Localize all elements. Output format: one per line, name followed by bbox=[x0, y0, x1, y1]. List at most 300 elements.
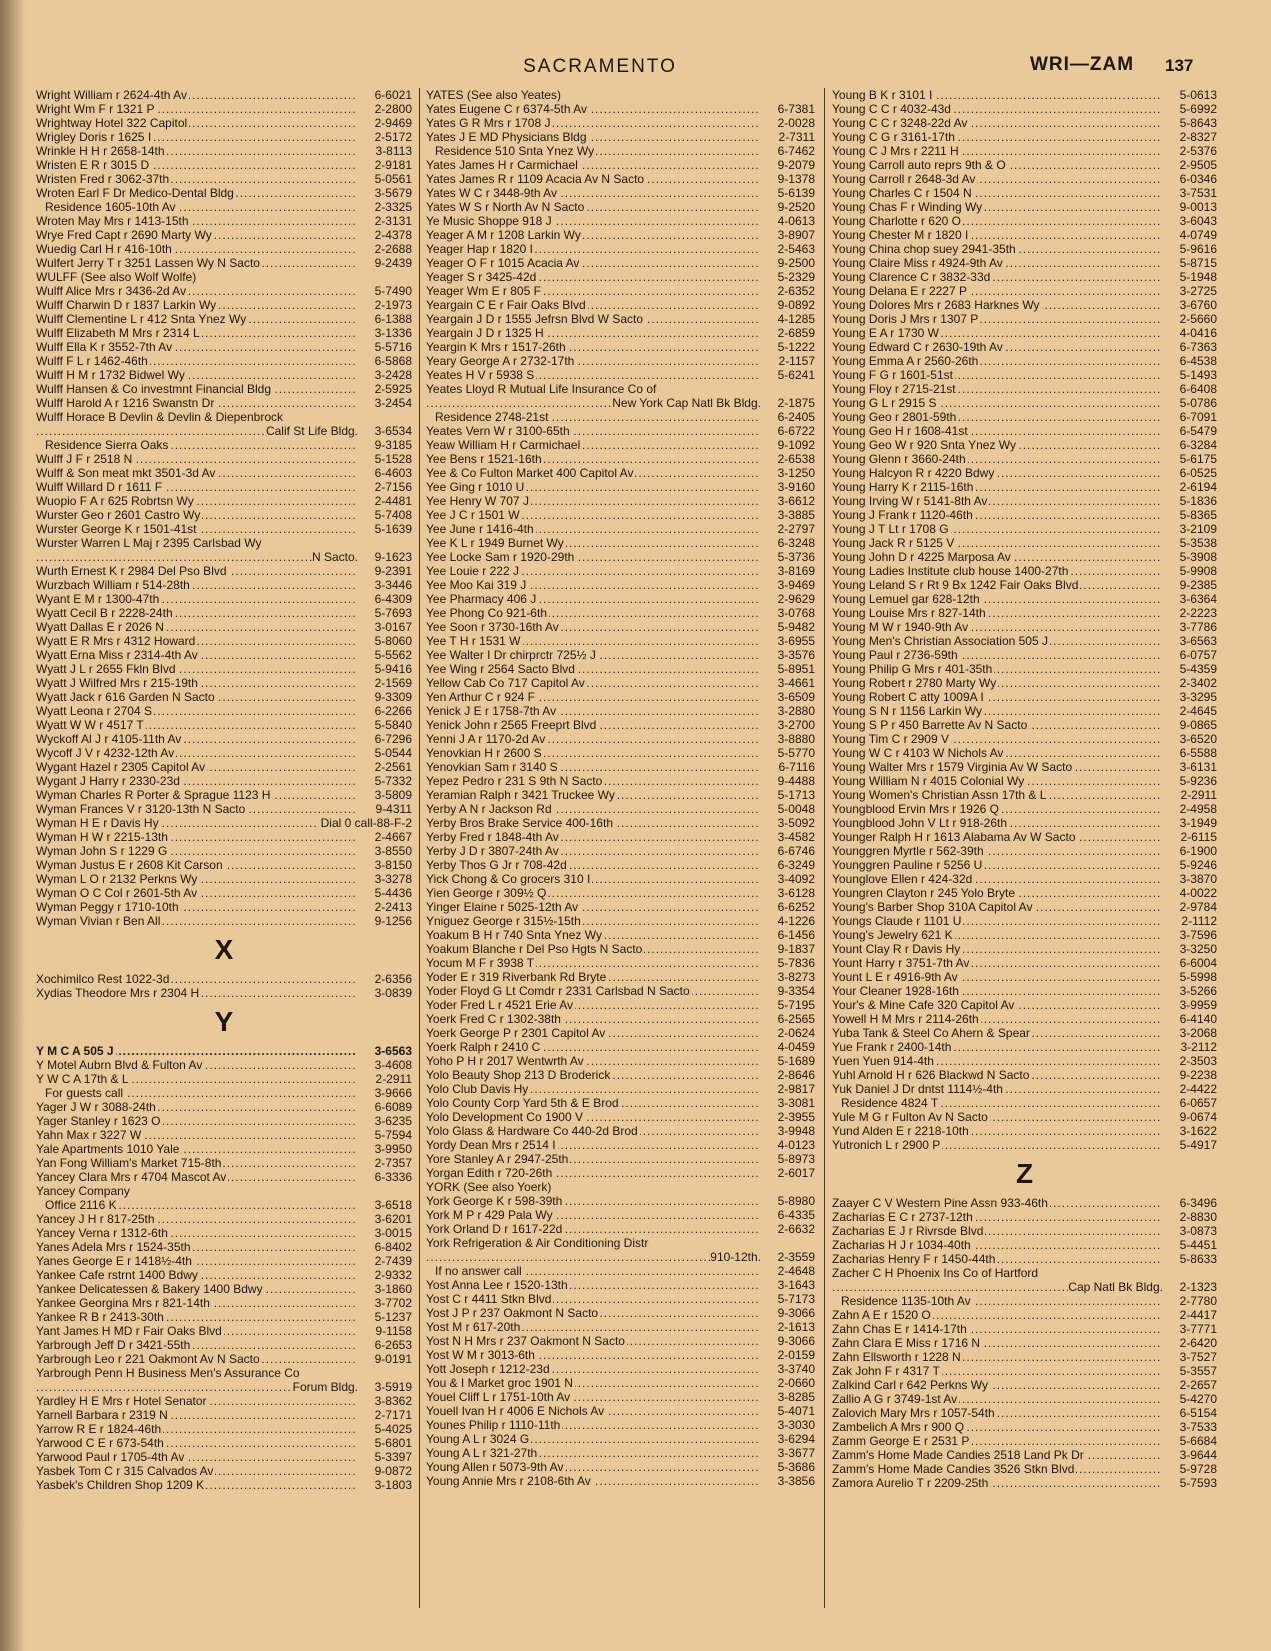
listing-name: Young Robert r 2780 Marty Wy bbox=[832, 676, 997, 690]
phone-number: 3-9959 bbox=[1179, 998, 1217, 1012]
listing-entry bbox=[832, 1196, 1217, 1210]
phone-number: 2-1157 bbox=[778, 354, 815, 368]
phone-number: 9-1158 bbox=[375, 1324, 412, 1338]
listing-name: Yule M G r Fulton Av N Sacto bbox=[832, 1110, 988, 1124]
phone-number: 2-4481 bbox=[374, 494, 412, 508]
listing-name: Young Annie Mrs r 2108-6th Av bbox=[426, 1474, 591, 1488]
phone-number: 9-3309 bbox=[374, 690, 412, 704]
phone-number: 2-3955 bbox=[777, 1110, 815, 1124]
listing-entry bbox=[832, 158, 1217, 172]
listing-entry bbox=[832, 1294, 1217, 1308]
phone-number: 2-5376 bbox=[1179, 144, 1217, 158]
listing-name: York George K r 598-39th bbox=[426, 1194, 563, 1208]
phone-number: 3-1949 bbox=[1179, 816, 1217, 830]
listing-entry bbox=[426, 676, 815, 690]
listing-entry bbox=[36, 340, 412, 354]
phone-number: 5-7195 bbox=[777, 998, 815, 1012]
phone-number: 6-6722 bbox=[777, 424, 815, 438]
listing-name: Wyman O C Col r 2601-5th Av bbox=[36, 886, 198, 900]
phone-number: 2-2561 bbox=[374, 760, 412, 774]
listing-name: Wygant Hazel r 2305 Capitol Av bbox=[36, 760, 206, 774]
listing-name: Forum Bldg. bbox=[293, 1380, 362, 1394]
listing-name: Wyatt J L r 2655 Fkln Blvd bbox=[36, 662, 176, 676]
listing-entry bbox=[36, 1366, 412, 1380]
listing-name: Yost J P r 237 Oakmont N Sacto bbox=[426, 1306, 599, 1320]
listing-entry bbox=[426, 746, 815, 760]
listing-name: Youngs Claude r 1101 U bbox=[832, 914, 962, 928]
listing-name: Yancey J H r 817-25th bbox=[36, 1212, 155, 1226]
listing-name: Yoakum Blanche r Del Pso Hgts N Sacto bbox=[426, 942, 643, 956]
listing-entry bbox=[426, 718, 815, 732]
listing-entry bbox=[36, 1184, 412, 1198]
listing-name: Younglove Ellen r 424-32d bbox=[832, 872, 973, 886]
phone-number: 5-1836 bbox=[1179, 494, 1217, 508]
listing-entry bbox=[832, 1012, 1217, 1026]
phone-number: 9-2079 bbox=[777, 158, 815, 172]
listing-entry bbox=[832, 214, 1217, 228]
phone-number: 2-7156 bbox=[374, 480, 412, 494]
listing-name: Ye Music Shoppe 918 J bbox=[426, 214, 552, 228]
listing-entry bbox=[832, 886, 1217, 900]
listing-name: Yund Alden E r 2218-10th bbox=[832, 1124, 969, 1138]
listing-entry bbox=[36, 186, 412, 200]
phone-number: 6-6408 bbox=[1179, 382, 1217, 396]
phone-number: 3-5809 bbox=[374, 788, 412, 802]
listing-entry bbox=[426, 550, 815, 564]
listing-name: Yost N H Mrs r 237 Oakmont N Sacto bbox=[426, 1334, 625, 1348]
listing-name: Office 2116 K bbox=[36, 1198, 119, 1212]
listing-name: Yerby Fred r 1848-4th Av bbox=[426, 830, 559, 844]
listing-name: Zallio A G r 3749-1st Av bbox=[832, 1392, 958, 1406]
page-binding-shadow bbox=[0, 0, 26, 1651]
phone-number: 3-2725 bbox=[1179, 284, 1217, 298]
listing-entry bbox=[832, 1448, 1217, 1462]
listing-entry bbox=[36, 1226, 412, 1240]
listing-entry bbox=[426, 662, 815, 676]
listing-entry bbox=[36, 634, 412, 648]
phone-number: 3-1803 bbox=[374, 1478, 412, 1492]
phone-number: 4-1226 bbox=[777, 914, 815, 928]
phone-number: 2-0660 bbox=[777, 1376, 815, 1390]
listing-entry bbox=[36, 298, 412, 312]
phone-number: 2-9332 bbox=[374, 1268, 412, 1282]
phone-number: 5-6992 bbox=[1179, 102, 1217, 116]
listing-entry bbox=[426, 228, 815, 242]
listing-entry bbox=[36, 130, 412, 144]
listing-name: Young Chas F r Winding Wy bbox=[832, 200, 983, 214]
phone-number: 6-0346 bbox=[1179, 172, 1217, 186]
phone-number: 3-0015 bbox=[374, 1226, 412, 1240]
listing-name: Youngren Clayton r 245 Yolo Bryte bbox=[832, 886, 1016, 900]
listing-entry bbox=[36, 1436, 412, 1450]
listing-entry bbox=[36, 802, 412, 816]
listing-entry bbox=[36, 536, 412, 550]
phone-number: 3-6043 bbox=[1179, 214, 1217, 228]
listing-name: Yankee Georgina Mrs r 821-14th bbox=[36, 1296, 210, 1310]
listing-name: Younggren Myrtle r 562-39th bbox=[832, 844, 984, 858]
phone-number: 3-0839 bbox=[374, 986, 412, 1000]
listing-entry bbox=[36, 1352, 412, 1366]
phone-number: 9-2391 bbox=[374, 564, 412, 578]
listing-name: Wyatt Jack r 616 Garden N Sacto bbox=[36, 690, 215, 704]
listing-entry bbox=[426, 312, 815, 326]
listing-name: Wuedig Carl H r 416-10th bbox=[36, 242, 172, 256]
listing-entry bbox=[832, 704, 1217, 718]
listing-name: 910-12th. bbox=[710, 1250, 765, 1264]
phone-number: 5-9908 bbox=[1179, 564, 1217, 578]
phone-number: 3-7702 bbox=[374, 1296, 412, 1310]
listing-entry bbox=[832, 1138, 1217, 1152]
listing-name: Young China chop suey 2941-35th bbox=[832, 242, 1016, 256]
listing-entry bbox=[36, 116, 412, 130]
listing-entry bbox=[832, 900, 1217, 914]
listing-entry bbox=[426, 802, 815, 816]
listing-entry bbox=[832, 116, 1217, 130]
phone-number: 5-8980 bbox=[777, 1194, 815, 1208]
listing-name: York Orland D r 1617-22d bbox=[426, 1222, 563, 1236]
phone-number: 9-0674 bbox=[1179, 1110, 1217, 1124]
listing-name: Young S P r 450 Barrette Av N Sacto bbox=[832, 718, 1028, 732]
listing-entry bbox=[36, 550, 412, 564]
listing-entry bbox=[832, 928, 1217, 942]
listing-name: WULFF (See also Wolf Wolfe) bbox=[36, 270, 197, 284]
listing-entry bbox=[36, 620, 412, 634]
listing-name: Yordy Dean Mrs r 2514 I bbox=[426, 1138, 556, 1152]
listing-entry bbox=[426, 886, 815, 900]
phone-number: 2-1875 bbox=[777, 396, 815, 410]
listing-name: Young Geo r 2801-59th bbox=[832, 410, 957, 424]
listing-entry bbox=[832, 592, 1217, 606]
listing-name: Yee Wing r 2564 Sacto Blvd bbox=[426, 662, 575, 676]
listing-name: Zacharias H J r 1034-40th bbox=[832, 1238, 971, 1252]
listing-name: Wulff Alice Mrs r 3436-2d Av bbox=[36, 284, 187, 298]
phone-number: 3-2068 bbox=[1179, 1026, 1217, 1040]
listing-entry bbox=[832, 1336, 1217, 1350]
listing-entry bbox=[36, 1198, 412, 1212]
listing-entry bbox=[832, 1378, 1217, 1392]
listing-entry bbox=[832, 382, 1217, 396]
listing-entry bbox=[36, 648, 412, 662]
listing-entry bbox=[36, 718, 412, 732]
phone-number: 5-8633 bbox=[1179, 1252, 1217, 1266]
listing-name: Young C C r 3248-22d Av bbox=[832, 116, 968, 130]
listing-name: Yount L E r 4916-9th Av bbox=[832, 970, 958, 984]
city-title: SACRAMENTO bbox=[523, 56, 677, 77]
listing-entry bbox=[832, 242, 1217, 256]
listing-name: Yeates Vern W r 3100-65th bbox=[426, 424, 570, 438]
phone-number: 2-5463 bbox=[777, 242, 815, 256]
listing-name: Wulfert Jerry T r 3251 Lassen Wy N Sacto bbox=[36, 256, 260, 270]
phone-number: 9-3066 bbox=[777, 1334, 815, 1348]
phone-number: 5-7490 bbox=[374, 284, 412, 298]
listing-name: YATES (See also Yeates) bbox=[426, 88, 561, 102]
listing-name: Young J Frank r 1120-46th bbox=[832, 508, 973, 522]
listing-name: Wyman Vivian r Ben All bbox=[36, 914, 161, 928]
listing-entry bbox=[426, 1264, 815, 1278]
listing-name: Yee T H r 1531 W bbox=[426, 634, 521, 648]
listing-entry bbox=[832, 1476, 1217, 1490]
listing-entry bbox=[832, 830, 1217, 844]
listing-name: Young Men's Christian Association 505 J bbox=[832, 634, 1048, 648]
phone-number: 3-8550 bbox=[374, 844, 412, 858]
listing-name: Yoho P H r 2017 Wentwrth Av bbox=[426, 1054, 584, 1068]
listing-name: Young's Jewelry 621 K bbox=[832, 928, 953, 942]
listing-name: Yoerk Fred C r 1302-38th bbox=[426, 1012, 561, 1026]
phone-number: 3-5266 bbox=[1179, 984, 1217, 998]
listing-name: Wyatt Dallas E r 2026 N bbox=[36, 620, 164, 634]
phone-number: 6-4140 bbox=[1179, 1012, 1217, 1026]
listing-name: Young Geo W r 920 Snta Ynez Wy bbox=[832, 438, 1017, 452]
listing-name: Zahn Ellsworth r 1228 N bbox=[832, 1350, 961, 1364]
phone-number: 5-5716 bbox=[374, 340, 412, 354]
listing-entry bbox=[36, 368, 412, 382]
phone-number: 5-3538 bbox=[1179, 536, 1217, 550]
phone-number: 2-4378 bbox=[374, 228, 412, 242]
listing-name: Yost M r 617-20th bbox=[426, 1320, 521, 1334]
listing-name: For guests call bbox=[36, 1086, 125, 1100]
listing-name: Zamm's Home Made Candies 2518 Land Pk Dr bbox=[832, 1448, 1084, 1462]
listing-entry bbox=[832, 844, 1217, 858]
listing-name: Yoder Fred L r 4521 Erie Av bbox=[426, 998, 573, 1012]
listing-name: Wroten Earl F Dr Medico-Dental Bldg bbox=[36, 186, 234, 200]
listing-name: Young J T Lt r 1708 G bbox=[832, 522, 949, 536]
listing-name: Yeager Wm E r 805 F bbox=[426, 284, 541, 298]
phone-number: 3-0873 bbox=[1179, 1224, 1217, 1238]
listing-name: Young A L r 3024 G bbox=[426, 1432, 530, 1446]
listing-name: Yuba Tank & Steel Co Ahern & Spear bbox=[832, 1026, 1030, 1040]
listing-name: Yankee R B r 2413-30th bbox=[36, 1310, 164, 1324]
phone-number: 3-8362 bbox=[374, 1394, 412, 1408]
listing-entry bbox=[36, 1212, 412, 1226]
listing-name: Yuen Yuen 914-4th bbox=[832, 1054, 934, 1068]
listing-entry bbox=[36, 732, 412, 746]
phone-number: 5-1493 bbox=[1179, 368, 1217, 382]
listing-entry bbox=[832, 186, 1217, 200]
listing-entry bbox=[426, 494, 815, 508]
listing-name: Yager Stanley r 1623 O bbox=[36, 1114, 161, 1128]
listing-entry bbox=[36, 494, 412, 508]
listing-entry bbox=[426, 536, 815, 550]
listing-entry bbox=[36, 704, 412, 718]
listing-entry bbox=[426, 452, 815, 466]
listing-name: Wyatt J Wilfred Mrs r 215-19th bbox=[36, 676, 198, 690]
listing-entry bbox=[426, 900, 815, 914]
phone-number: 5-0561 bbox=[374, 172, 412, 186]
phone-number: 3-9160 bbox=[777, 480, 815, 494]
phone-number: 5-6801 bbox=[374, 1436, 412, 1450]
listing-name: Yeaw William H r Carmichael bbox=[426, 438, 581, 452]
listing-entry bbox=[426, 928, 815, 942]
listing-entry bbox=[426, 284, 815, 298]
listing-entry bbox=[36, 1086, 412, 1100]
listing-name: Yarbrough Penn H Business Men's Assurance Co bbox=[36, 1366, 300, 1380]
listing-entry bbox=[426, 382, 815, 396]
phone-number: 2-4417 bbox=[1179, 1308, 1217, 1322]
listing-name: Residence Sierra Oaks bbox=[36, 438, 170, 452]
listing-entry bbox=[36, 508, 412, 522]
phone-number: 3-4092 bbox=[777, 872, 815, 886]
listing-name: Yee J C r 1501 W bbox=[426, 508, 520, 522]
phone-number: 2-6538 bbox=[777, 452, 815, 466]
listing-name: Young Delana E r 2227 P bbox=[832, 284, 967, 298]
listing-name: Yenovkian H r 2600 S bbox=[426, 746, 542, 760]
listing-name: Yerby Bros Brake Service 400-16th bbox=[426, 816, 613, 830]
listing-entry bbox=[832, 1322, 1217, 1336]
listing-name: Yolo Club Davis Hy bbox=[426, 1082, 529, 1096]
listing-entry bbox=[426, 1194, 815, 1208]
phone-number: 2-5172 bbox=[374, 130, 412, 144]
listing-name: Yee & Co Fulton Market 400 Capitol Av bbox=[426, 466, 634, 480]
listing-entry bbox=[832, 774, 1217, 788]
listing-name: Yee Moo Kai 319 J bbox=[426, 578, 527, 592]
phone-number: 5-5998 bbox=[1179, 970, 1217, 984]
listing-entry bbox=[426, 774, 815, 788]
listing-entry bbox=[426, 424, 815, 438]
listing-entry bbox=[832, 494, 1217, 508]
phone-number: 3-7533 bbox=[1179, 1420, 1217, 1434]
phone-number: 3-0768 bbox=[777, 606, 815, 620]
listing-entry bbox=[832, 956, 1217, 970]
listing-entry bbox=[832, 452, 1217, 466]
listing-entry bbox=[832, 732, 1217, 746]
phone-number: 5-1528 bbox=[374, 452, 412, 466]
listing-name: Wycoff J V r 4232-12th Av bbox=[36, 746, 175, 760]
listing-name: Yenick John r 2565 Freeprt Blvd bbox=[426, 718, 597, 732]
phone-number: 9-2520 bbox=[777, 200, 815, 214]
listing-entry bbox=[426, 1306, 815, 1320]
listing-entry bbox=[426, 816, 815, 830]
listing-name: Your's & Mine Cafe 320 Capitol Av bbox=[832, 998, 1015, 1012]
phone-number: 5-3908 bbox=[1179, 550, 1217, 564]
listing-name: Young Philip G Mrs r 401-35th bbox=[832, 662, 993, 676]
listing-entry bbox=[36, 1324, 412, 1338]
listing-entry bbox=[36, 522, 412, 536]
listing-entry bbox=[36, 158, 412, 172]
column-divider bbox=[824, 88, 825, 1608]
phone-number: 5-7593 bbox=[1179, 1476, 1217, 1490]
phone-number: 6-7363 bbox=[1179, 340, 1217, 354]
phone-number: 3-0167 bbox=[374, 620, 412, 634]
listing-name: Young C C r 4032-43d bbox=[832, 102, 951, 116]
listing-entry bbox=[426, 368, 815, 382]
phone-number: 9-2385 bbox=[1179, 578, 1217, 592]
listing-entry bbox=[832, 662, 1217, 676]
listing-name: Yniguez George r 315½-15th bbox=[426, 914, 581, 928]
listing-entry bbox=[426, 1320, 815, 1334]
listing-name: Yinger Elaine r 5025-12th Av bbox=[426, 900, 579, 914]
listing-name: Yates J E MD Physicians Bldg bbox=[426, 130, 587, 144]
listing-entry bbox=[36, 858, 412, 872]
phone-number: 6-6746 bbox=[777, 844, 815, 858]
listing-entry bbox=[832, 1252, 1217, 1266]
listing-name: Xydias Theodore Mrs r 2304 H bbox=[36, 986, 200, 1000]
listing-name: Zahn Chas E r 1414-17th bbox=[832, 1322, 967, 1336]
phone-number: 5-1689 bbox=[777, 1054, 815, 1068]
phone-number: 6-6252 bbox=[777, 900, 815, 914]
listing-name: Wurzbach William r 514-28th bbox=[36, 578, 190, 592]
listing-name: Young Emma A r 2560-26th bbox=[832, 354, 979, 368]
phone-number: 3-2112 bbox=[1180, 1040, 1217, 1054]
listing-entry bbox=[426, 144, 815, 158]
listing-entry bbox=[832, 942, 1217, 956]
listing-entry bbox=[36, 326, 412, 340]
listing-name: Yates James H r Carmichael bbox=[426, 158, 578, 172]
listing-entry bbox=[832, 88, 1217, 102]
listing-name: Young Edward C r 2630-19th Av bbox=[832, 340, 1003, 354]
phone-number: 2-3402 bbox=[1179, 676, 1217, 690]
phone-number: 5-4451 bbox=[1179, 1238, 1217, 1252]
listing-entry bbox=[426, 256, 815, 270]
listing-entry bbox=[36, 438, 412, 452]
phone-number: 5-8951 bbox=[777, 662, 815, 676]
listing-name: Wurster Geo r 2601 Castro Wy bbox=[36, 508, 201, 522]
phone-number: 6-7116 bbox=[778, 760, 815, 774]
phone-number: 6-1456 bbox=[777, 928, 815, 942]
listing-name: Young Harry K r 2115-16th bbox=[832, 480, 974, 494]
phone-number: 6-6089 bbox=[374, 1100, 412, 1114]
phone-number: 5-5840 bbox=[374, 718, 412, 732]
listing-name: Young C G r 3161-17th bbox=[832, 130, 955, 144]
phone-number: 6-2266 bbox=[374, 704, 412, 718]
listing-entry bbox=[426, 1432, 815, 1446]
listing-entry bbox=[426, 1362, 815, 1376]
listing-entry bbox=[36, 1478, 412, 1492]
phone-number: 5-6684 bbox=[1179, 1434, 1217, 1448]
phone-number: 2-4667 bbox=[374, 830, 412, 844]
phone-number: 6-6021 bbox=[374, 88, 412, 102]
listing-name: Wyman Justus E r 2608 Kit Carson bbox=[36, 858, 223, 872]
listing-entry bbox=[36, 872, 412, 886]
listing-entry bbox=[426, 788, 815, 802]
listing-name: Young Charlotte r 620 O bbox=[832, 214, 961, 228]
listing-entry bbox=[426, 998, 815, 1012]
phone-number: 3-8169 bbox=[777, 564, 815, 578]
listing-name: Yasbek Tom C r 315 Calvados Av bbox=[36, 1464, 214, 1478]
listing-entry bbox=[36, 1422, 412, 1436]
listing-entry bbox=[36, 424, 412, 438]
listing-column-2 bbox=[426, 88, 815, 1488]
listing-entry bbox=[426, 1348, 815, 1362]
phone-number: 6-7091 bbox=[1179, 410, 1217, 424]
listing-name: Yolo Glass & Hardware Co 440-2d Brod bbox=[426, 1124, 638, 1138]
phone-number: 6-2405 bbox=[777, 410, 815, 424]
listing-name: Young Doris J Mrs r 1307 P bbox=[832, 312, 979, 326]
phone-number: 6-7296 bbox=[374, 732, 412, 746]
phone-number: 3-8285 bbox=[777, 1390, 815, 1404]
phone-number: 6-2565 bbox=[777, 1012, 815, 1026]
listing-entry bbox=[832, 970, 1217, 984]
phone-number: 3-3677 bbox=[777, 1446, 815, 1460]
listing-name: Yee Pharmacy 406 J bbox=[426, 592, 537, 606]
listing-name: Zamora Aurelio T r 2209-25th bbox=[832, 1476, 989, 1490]
listing-entry bbox=[426, 508, 815, 522]
listing-entry bbox=[426, 704, 815, 718]
listing-name: Y M C A 505 J bbox=[36, 1044, 114, 1058]
listing-entry bbox=[426, 298, 815, 312]
listing-name: Wulff F L r 1462-46th bbox=[36, 354, 148, 368]
listing-entry bbox=[36, 900, 412, 914]
phone-number: 2-6115 bbox=[1180, 830, 1217, 844]
phone-number: 2-1569 bbox=[374, 676, 412, 690]
listing-name: Yancey Company bbox=[36, 1184, 130, 1198]
listing-entry bbox=[36, 452, 412, 466]
listing-name: Young Dolores Mrs r 2683 Harknes Wy bbox=[832, 298, 1040, 312]
listing-entry bbox=[36, 564, 412, 578]
listing-entry bbox=[36, 774, 412, 788]
listing-entry bbox=[36, 1296, 412, 1310]
listing-entry bbox=[832, 718, 1217, 732]
listing-name: Yepez Pedro r 231 S 9th N Sacto bbox=[426, 774, 603, 788]
